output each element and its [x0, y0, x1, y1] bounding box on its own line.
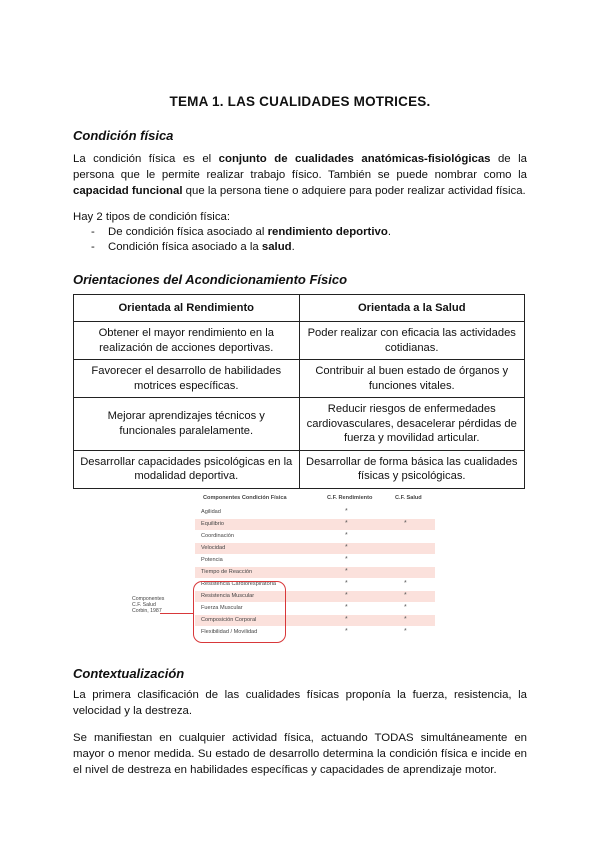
table-header-row: [74, 295, 525, 322]
table-row: [74, 322, 525, 360]
figure-mark: *: [345, 592, 348, 599]
figure-mark: *: [404, 520, 407, 527]
heading-contextualizacion: Contextualización: [73, 666, 185, 681]
text-run: La condición física es el: [73, 153, 219, 165]
text-run: .: [291, 241, 295, 253]
bullet-item: [91, 224, 391, 240]
heading-orientaciones: Orientaciones del Acondicionamiento Físico: [73, 272, 348, 287]
figure-row-label: Velocidad: [201, 545, 226, 551]
bullet-dash: -: [91, 241, 95, 253]
figure-mark: *: [345, 568, 348, 575]
paragraph-manifestation: Se manifiestan en cualquier actividad física, actuando TODAS simultáneamente en mayor o menor medida. Su estado de desarrollo determina la condición física e incide en el nivel de destreza en habilidades específicas y capacidades de aprendizaje motor.: [73, 732, 527, 776]
figure-mark: *: [345, 508, 348, 515]
table-row: [74, 398, 525, 451]
figure-mark: *: [345, 532, 348, 539]
figure-row-label: Flexibilidad / Movilidad: [201, 629, 258, 635]
figure-mark: *: [345, 556, 348, 563]
table-cell: Desarrollar capacidades psicológicas en la modalidad deportiva.: [74, 450, 300, 488]
orientations-table: [73, 294, 525, 489]
figure-mark: *: [345, 520, 348, 527]
figure-row: [195, 507, 435, 518]
table-cell: Obtener el mayor rendimiento en la realización de acciones deportivas.: [74, 322, 300, 360]
figure-mark: *: [404, 580, 407, 587]
table-header-cell: Orientada al Rendimiento: [74, 295, 300, 322]
text-run: .: [387, 226, 391, 238]
figure-header-cell: C.F. Salud: [395, 495, 422, 501]
figure-row: [195, 567, 435, 578]
paragraph-classification: La primera clasificación de las cualidades físicas proponía la fuerza, resistencia, la velocidad y la destreza.: [73, 689, 527, 717]
text-run: De condición física asociado al: [108, 226, 268, 238]
text-run: de la persona que le permite realizar trabajo físico. También se puede nombrar como la: [73, 153, 527, 181]
table-cell: Contribuir al buen estado de órganos y funciones vitales.: [299, 360, 525, 398]
table-cell: Poder realizar con eficacia las actividades cotidianas.: [299, 322, 525, 360]
table-cell: Reducir riesgos de enfermedades cardiovasculares, desacelerar pérdidas de fuerza y movilidad articular.: [299, 398, 525, 451]
table-row: [74, 450, 525, 488]
figure-mark: *: [345, 628, 348, 635]
text-run: que la persona tiene o adquiere para poder realizar actividad física.: [182, 185, 526, 197]
figure-row-label: Composición Corporal: [201, 617, 257, 623]
figure-mark: *: [345, 580, 348, 587]
figure-mark: *: [345, 616, 348, 623]
figure-row: [195, 531, 435, 542]
figure-row-label: Tiempo de Reacción: [201, 569, 253, 575]
figure-header-cell: Componentes Condición Física: [203, 495, 287, 501]
heading-condicion-fisica: Condición física: [73, 128, 174, 143]
figure-mark: *: [345, 544, 348, 551]
health-components-bracket: [193, 581, 286, 643]
figure-row: [195, 543, 435, 554]
figure-row-label: Coordinación: [201, 533, 234, 539]
bold-run: capacidad funcional: [73, 185, 183, 197]
table-cell: Desarrollar de forma básica las cualidades físicas y psicológicas.: [299, 450, 525, 488]
table-cell: Mejorar aprendizajes técnicos y funcionales paralelamente.: [74, 398, 300, 451]
figure-row-label: Resistencia Muscular: [201, 593, 255, 599]
bold-run: conjunto de cualidades anatómicas-fisiológicas: [218, 153, 491, 165]
table-header-cell: Orientada a la Salud: [299, 295, 525, 322]
table-cell: Favorecer el desarrollo de habilidades motrices específicas.: [74, 360, 300, 398]
figure-mark: *: [404, 604, 407, 611]
figure-mark: *: [404, 628, 407, 635]
text-run: Condición física asociado a la: [108, 241, 262, 253]
page-title: TEMA 1. LAS CUALIDADES MOTRICES.: [169, 94, 431, 109]
figure-side-note: Componentes C.F. Salud Corbin, 1987: [132, 596, 165, 615]
figure-row: [195, 519, 435, 530]
paragraph-definition: [73, 151, 527, 199]
paragraph-types-intro: Hay 2 tipos de condición física:: [73, 211, 231, 223]
figure-mark: *: [345, 604, 348, 611]
figure-header-cell: C.F. Rendimiento: [327, 495, 373, 501]
figure-mark: *: [404, 592, 407, 599]
table-row: [74, 360, 525, 398]
bold-run: rendimiento deportivo: [267, 226, 388, 238]
figure-row-label: Fuerza Muscular: [201, 605, 243, 611]
figure-row-label: Agilidad: [201, 509, 221, 515]
figure-mark: *: [404, 616, 407, 623]
figure-header: [195, 493, 435, 505]
bullet-dash: -: [91, 226, 95, 238]
figure-row-label: Potencia: [201, 557, 223, 563]
bold-run: salud: [261, 241, 292, 253]
figure-row-label: Resistencia Cardiorespiratoria: [201, 581, 276, 587]
figure-row: [195, 555, 435, 566]
figure-row-label: Equilibrio: [201, 521, 225, 527]
bracket-connector-line: [160, 613, 194, 614]
bullet-item: [91, 239, 295, 255]
